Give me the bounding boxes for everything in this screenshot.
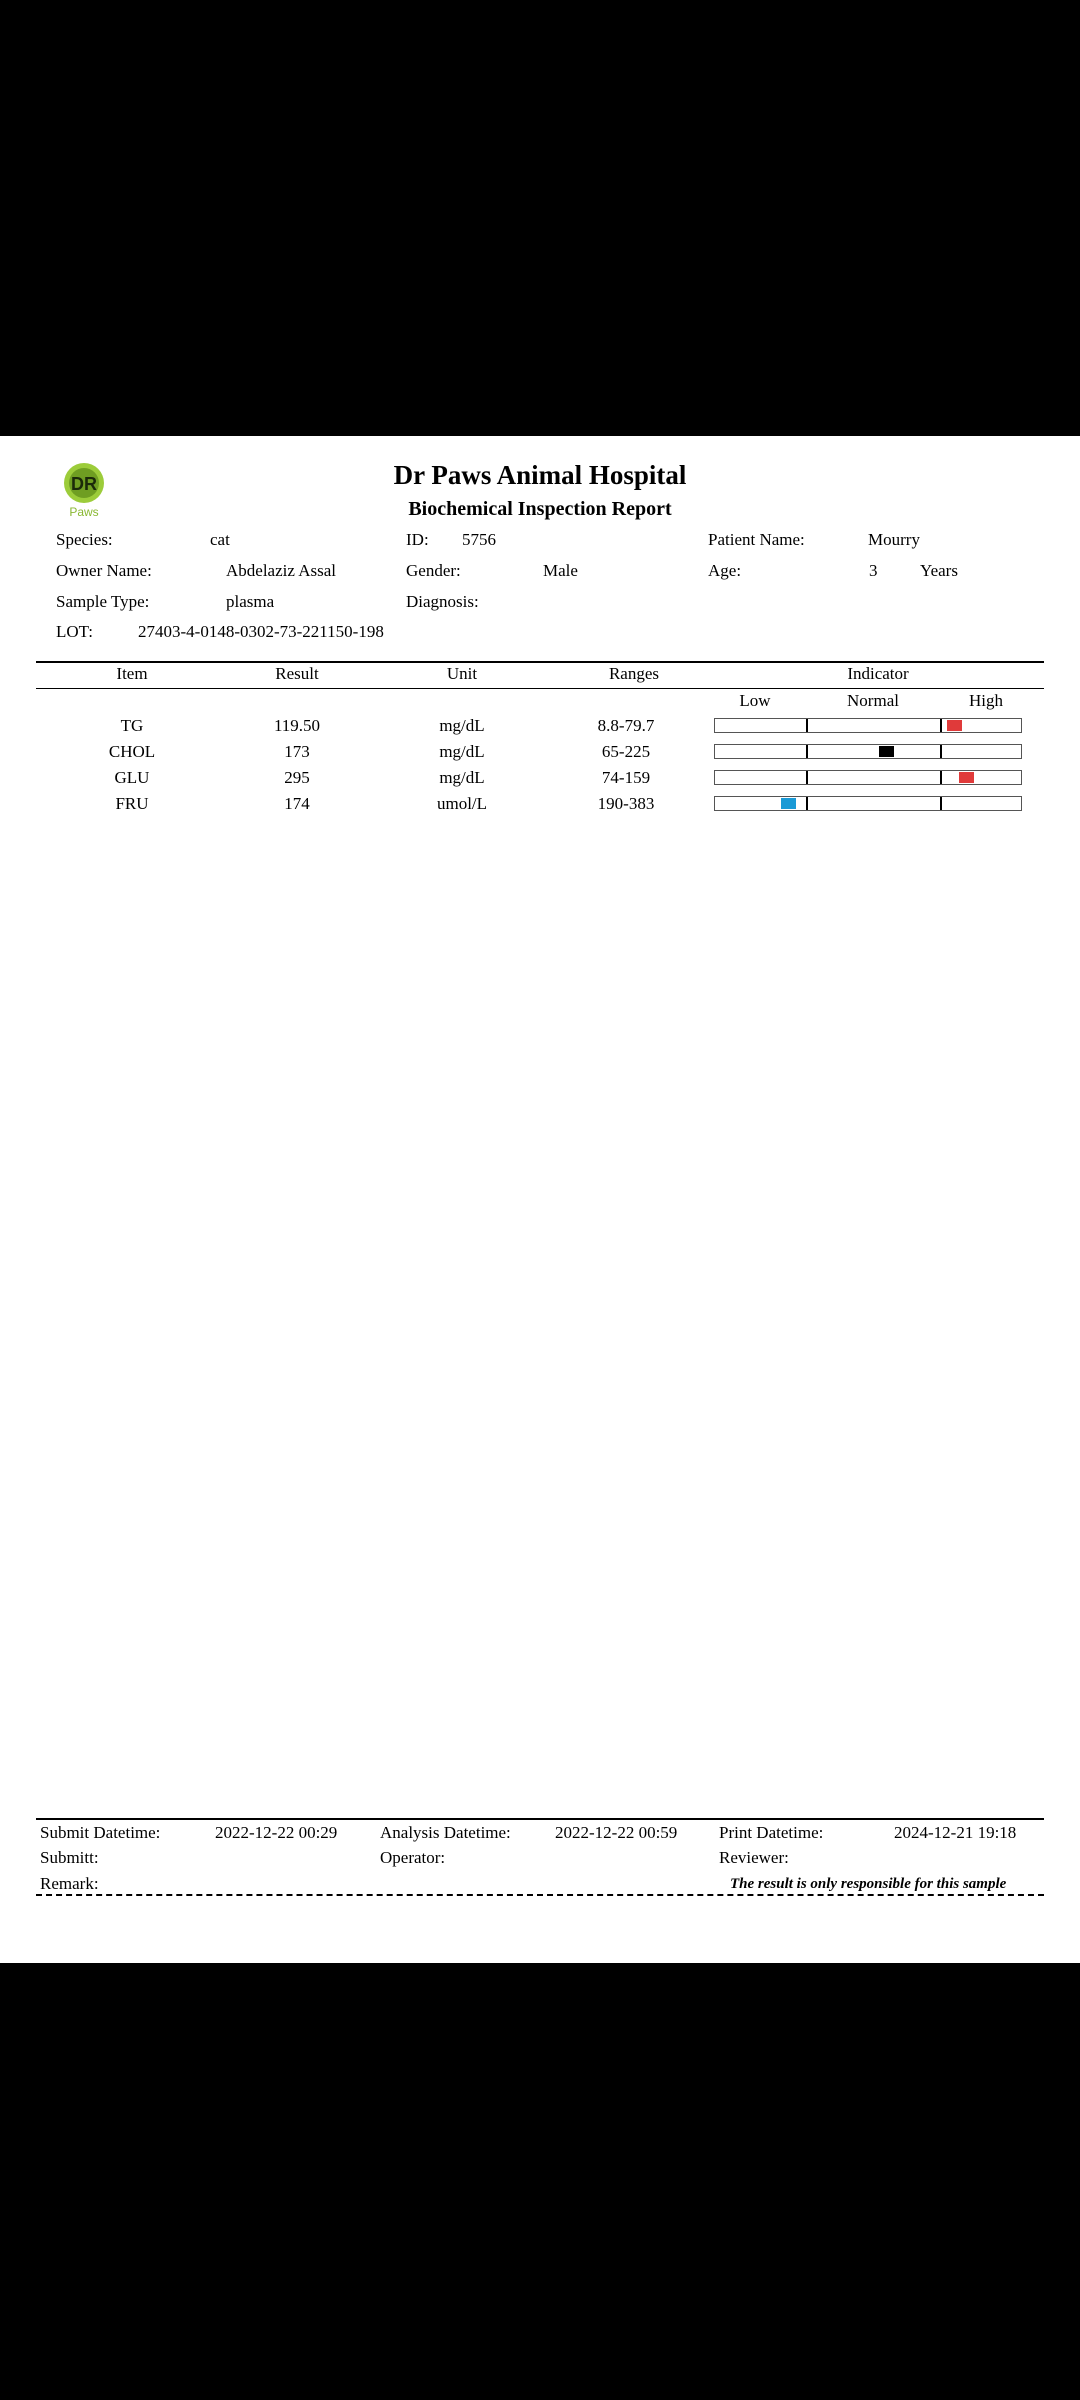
footer-rule [36,1818,1044,1820]
col-header-result: Result [275,664,319,683]
col-header-item: Item [116,664,148,683]
row-unit: mg/dL [439,716,485,735]
normal-high-divider [940,797,942,810]
indicator-bar [714,744,1022,759]
print-datetime-label: Print Datetime: [719,1823,824,1842]
row-item: CHOL [108,742,156,761]
report-title: Biochemical Inspection Report [408,498,672,520]
report-page [0,436,1080,1963]
footer-dashed-rule [36,1894,1044,1896]
owner-value: Abdelaziz Assal [226,561,336,580]
row-result: 119.50 [273,716,321,735]
row-range: 8.8-79.7 [597,716,655,735]
normal-high-divider [940,719,942,732]
species-value: cat [210,530,230,549]
analysis-datetime-value: 2022-12-22 00:59 [555,1823,678,1842]
table-header-rule [36,688,1044,689]
low-normal-divider [806,771,808,784]
submit-datetime-value: 2022-12-22 00:29 [215,1823,338,1842]
row-item: GLU [114,768,150,787]
low-normal-divider [806,745,808,758]
indicator-bar [714,796,1022,811]
row-range: 74-159 [601,768,651,787]
lot-value: 27403-4-0148-0302-73-221150-198 [138,622,384,641]
col-header-indicator: Indicator [847,664,909,683]
low-normal-divider [806,797,808,810]
id-value: 5756 [462,530,496,549]
low-normal-divider [806,719,808,732]
col-header-ranges: Ranges [608,664,660,683]
operator-label: Operator: [380,1848,446,1867]
indicator-low-label: Low [739,691,771,710]
age-value: 3 [869,561,878,580]
indicator-normal-label: Normal [847,691,899,710]
row-result: 174 [284,794,310,813]
patient-name-value: Mourry [868,530,920,549]
gender-value: Male [543,561,578,580]
sample-type-label: Sample Type: [56,592,150,611]
indicator-high-label: High [969,691,1003,710]
row-unit: umol/L [436,794,488,813]
id-label: ID: [406,530,429,549]
submitter-label: Submitt: [40,1848,99,1867]
row-range: 190-383 [597,794,655,813]
hospital-name: Dr Paws Animal Hospital [393,460,687,490]
analysis-datetime-label: Analysis Datetime: [380,1823,511,1842]
disclaimer-text: The result is only responsible for this sample [730,1876,1007,1892]
svg-text:DR: DR [71,474,97,494]
col-header-unit: Unit [446,664,478,683]
age-unit: Years [920,561,958,580]
species-label: Species: [56,530,113,549]
indicator-marker [879,746,894,757]
row-item: TG [120,716,144,735]
row-unit: mg/dL [439,768,485,787]
indicator-bar [714,718,1022,733]
table-top-rule [36,661,1044,663]
row-item: FRU [115,794,149,813]
row-result: 295 [284,768,310,787]
reviewer-label: Reviewer: [719,1848,789,1867]
svg-text:Paws: Paws [69,505,99,519]
normal-high-divider [940,745,942,758]
age-label: Age: [708,561,742,580]
gender-label: Gender: [406,561,461,580]
row-unit: mg/dL [439,742,485,761]
owner-label: Owner Name: [56,561,152,580]
lot-label: LOT: [56,622,93,641]
diagnosis-label: Diagnosis: [406,592,479,611]
row-range: 65-225 [601,742,651,761]
remark-label: Remark: [40,1874,99,1893]
patient-name-label: Patient Name: [708,530,805,549]
indicator-marker [781,798,796,809]
indicator-bar [714,770,1022,785]
submit-datetime-label: Submit Datetime: [40,1823,161,1842]
indicator-marker [947,720,962,731]
normal-high-divider [940,771,942,784]
indicator-marker [959,772,974,783]
row-result: 173 [284,742,310,761]
sample-type-value: plasma [226,592,275,611]
print-datetime-value: 2024-12-21 19:18 [894,1823,1017,1842]
